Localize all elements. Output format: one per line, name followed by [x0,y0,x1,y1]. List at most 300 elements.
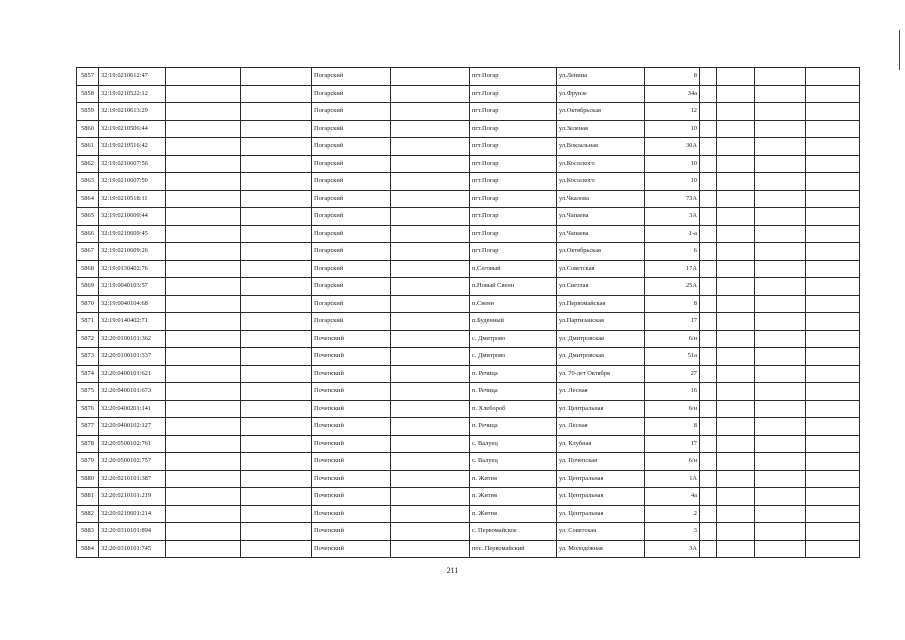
empty-cell [755,348,806,366]
empty-cell [700,505,717,523]
table-row [77,400,860,418]
empty-cell [717,173,755,191]
cadastral-number-cell: 32:19:0210613:29 [99,103,166,121]
district-cell: Погарский [312,208,391,226]
house-number-cell: 8 [645,295,700,313]
house-number-cell: 10 [645,173,700,191]
table-row [77,365,860,383]
empty-cell [241,348,312,366]
district-cell: Погарский [312,190,391,208]
house-number-cell: 8 [645,418,700,436]
row-number-cell: 5867 [77,243,99,261]
empty-cell [391,470,470,488]
house-number-cell: 6/н [645,330,700,348]
table-row [77,470,860,488]
empty-cell [391,383,470,401]
street-cell: ул.Фрунзе [557,85,645,103]
street-cell: ул. Центральная [557,400,645,418]
street-cell: ул.Косоского [557,155,645,173]
empty-cell [755,365,806,383]
locality-cell: пгт.Погар [470,155,557,173]
empty-cell [241,435,312,453]
empty-cell [166,488,241,506]
table-row [77,295,860,313]
empty-cell [806,173,860,191]
empty-cell [391,453,470,471]
cadastral-number-cell: 32:19:0210506:44 [99,120,166,138]
empty-cell [717,348,755,366]
street-cell: ул.Чапаева [557,225,645,243]
empty-cell [755,120,806,138]
row-number-cell: 5866 [77,225,99,243]
cadastral-number-cell: 32:20:0400102:127 [99,418,166,436]
row-number-cell: 5883 [77,523,99,541]
empty-cell [166,295,241,313]
table-row [77,523,860,541]
empty-cell [166,313,241,331]
empty-cell [166,278,241,296]
house-number-cell: 4а [645,488,700,506]
empty-cell [166,208,241,226]
empty-cell [806,365,860,383]
empty-cell [391,400,470,418]
cadastral-number-cell: 32:19:0140402:71 [99,313,166,331]
empty-cell [755,488,806,506]
empty-cell [241,470,312,488]
district-cell: Погарский [312,173,391,191]
row-number-cell: 5862 [77,155,99,173]
empty-cell [755,243,806,261]
empty-cell [241,418,312,436]
house-number-cell: 1А [645,470,700,488]
empty-cell [700,278,717,296]
scan-edge-mark [899,30,900,70]
empty-cell [755,505,806,523]
empty-cell [717,190,755,208]
empty-cell [717,383,755,401]
street-cell: ул.Вокзальная [557,138,645,156]
empty-cell [391,488,470,506]
empty-cell [700,68,717,86]
empty-cell [391,225,470,243]
cadastral-number-cell: 32:20:0310101:894 [99,523,166,541]
empty-cell [166,365,241,383]
locality-cell: пос. Первомайский [470,540,557,558]
empty-cell [700,225,717,243]
row-number-cell: 5860 [77,120,99,138]
empty-cell [700,470,717,488]
district-cell: Погарский [312,313,391,331]
empty-cell [717,365,755,383]
locality-cell: п. Речица [470,418,557,436]
locality-cell: с. Валуец [470,435,557,453]
table-row [77,348,860,366]
row-number-cell: 5863 [77,173,99,191]
empty-cell [166,68,241,86]
locality-cell: пгт.Погар [470,225,557,243]
cadastral-number-cell: 32:20:0400101:621 [99,365,166,383]
locality-cell: п.Свенн [470,295,557,313]
district-cell: Погарский [312,225,391,243]
locality-cell: с. Валуец [470,453,557,471]
empty-cell [241,120,312,138]
locality-cell: пгт.Погар [470,103,557,121]
street-cell: ул. Лесная [557,418,645,436]
empty-cell [241,295,312,313]
register-table [76,67,860,558]
empty-cell [806,418,860,436]
empty-cell [700,155,717,173]
street-cell: ул. 70-лет Октября [557,365,645,383]
empty-cell [391,365,470,383]
empty-cell [755,190,806,208]
empty-cell [700,208,717,226]
district-cell: Почепский [312,348,391,366]
row-number-cell: 5869 [77,278,99,296]
house-number-cell: 27 [645,365,700,383]
house-number-cell: 30А [645,138,700,156]
row-number-cell: 5878 [77,435,99,453]
empty-cell [755,523,806,541]
locality-cell: пгт.Погар [470,173,557,191]
empty-cell [391,435,470,453]
empty-cell [166,418,241,436]
empty-cell [391,155,470,173]
empty-cell [241,488,312,506]
empty-cell [755,225,806,243]
empty-cell [700,295,717,313]
street-cell: ул. Советская [557,523,645,541]
street-cell: ул.Светлая [557,278,645,296]
empty-cell [717,540,755,558]
cadastral-number-cell: 32:19:0210612:47 [99,68,166,86]
empty-cell [806,295,860,313]
street-cell: ул. Центральная [557,470,645,488]
empty-cell [166,225,241,243]
row-number-cell: 5870 [77,295,99,313]
empty-cell [241,190,312,208]
empty-cell [717,85,755,103]
cadastral-number-cell: 32:19:0210607:56 [99,155,166,173]
empty-cell [391,138,470,156]
empty-cell [806,435,860,453]
empty-cell [391,190,470,208]
district-cell: Погарский [312,85,391,103]
house-number-cell: 8 [645,68,700,86]
cadastral-number-cell: 32:19:0210609:26 [99,243,166,261]
house-number-cell: 3А [645,208,700,226]
row-number-cell: 5873 [77,348,99,366]
locality-cell: п. Речица [470,383,557,401]
table-row [77,260,860,278]
empty-cell [700,243,717,261]
empty-cell [241,505,312,523]
street-cell: ул.Чапаева [557,208,645,226]
empty-cell [700,523,717,541]
empty-cell [700,313,717,331]
row-number-cell: 5877 [77,418,99,436]
house-number-cell: 6/н [645,400,700,418]
table-row [77,453,860,471]
page-number: 211 [446,566,459,575]
empty-cell [717,295,755,313]
empty-cell [755,400,806,418]
empty-cell [391,313,470,331]
empty-cell [755,103,806,121]
empty-cell [700,540,717,558]
street-cell: ул.Зеленая [557,120,645,138]
table-row [77,505,860,523]
empty-cell [241,138,312,156]
empty-cell [391,260,470,278]
empty-cell [166,435,241,453]
row-number-cell: 5874 [77,365,99,383]
empty-cell [391,418,470,436]
empty-cell [755,173,806,191]
empty-cell [391,295,470,313]
table-row [77,313,860,331]
empty-cell [755,138,806,156]
empty-cell [166,260,241,278]
empty-cell [717,523,755,541]
empty-cell [241,155,312,173]
house-number-cell: 2 [645,505,700,523]
empty-cell [700,330,717,348]
table-row [77,208,860,226]
empty-cell [755,540,806,558]
locality-cell: п. Житня [470,470,557,488]
empty-cell [391,348,470,366]
empty-cell [166,540,241,558]
house-number-cell: 12 [645,103,700,121]
table-row [77,85,860,103]
empty-cell [241,243,312,261]
street-cell: ул. Дмитровская [557,348,645,366]
empty-cell [717,505,755,523]
district-cell: Погарский [312,260,391,278]
cadastral-number-cell: 32:20:0100101:337 [99,348,166,366]
table-row [77,173,860,191]
row-number-cell: 5880 [77,470,99,488]
empty-cell [755,295,806,313]
empty-cell [391,243,470,261]
district-cell: Почепский [312,453,391,471]
district-cell: Погарский [312,243,391,261]
house-number-cell: 3А [645,540,700,558]
district-cell: Почепский [312,540,391,558]
empty-cell [241,540,312,558]
table-row [77,225,860,243]
street-cell: ул.Первомайская [557,295,645,313]
cadastral-number-cell: 32:19:0130402:76 [99,260,166,278]
locality-cell: п.Новый Свенн [470,278,557,296]
locality-cell: п. Хлеборοб [470,400,557,418]
row-number-cell: 5882 [77,505,99,523]
row-number-cell: 5861 [77,138,99,156]
district-cell: Погарский [312,103,391,121]
table-row [77,540,860,558]
cadastral-number-cell: 32:20:0310101:745 [99,540,166,558]
street-cell: ул.Ленина [557,68,645,86]
house-number-cell: 10 [645,120,700,138]
empty-cell [806,225,860,243]
empty-cell [700,173,717,191]
empty-cell [391,68,470,86]
empty-cell [806,85,860,103]
row-number-cell: 5876 [77,400,99,418]
empty-cell [717,155,755,173]
locality-cell: пгт.Погар [470,243,557,261]
empty-cell [241,85,312,103]
locality-cell: пгт.Погар [470,208,557,226]
empty-cell [166,120,241,138]
empty-cell [717,243,755,261]
table-row [77,278,860,296]
empty-cell [806,120,860,138]
empty-cell [806,155,860,173]
table-row [77,243,860,261]
empty-cell [806,470,860,488]
district-cell: Почепский [312,383,391,401]
street-cell: ул. Лесная [557,383,645,401]
house-number-cell: 1-а [645,225,700,243]
empty-cell [806,453,860,471]
empty-cell [755,470,806,488]
table-row [77,435,860,453]
house-number-cell: 10 [645,155,700,173]
empty-cell [166,190,241,208]
empty-cell [166,348,241,366]
locality-cell: пгт.Погар [470,68,557,86]
cadastral-number-cell: 32:20:0500102:757 [99,453,166,471]
table-row [77,488,860,506]
table-row [77,383,860,401]
row-number-cell: 5859 [77,103,99,121]
cadastral-number-cell: 32:20:0100101:362 [99,330,166,348]
empty-cell [755,85,806,103]
cadastral-number-cell: 32:20:0210101:219 [99,488,166,506]
empty-cell [700,400,717,418]
cadastral-number-cell: 32:20:0400201:141 [99,400,166,418]
empty-cell [241,103,312,121]
district-cell: Почепский [312,488,391,506]
empty-cell [717,208,755,226]
district-cell: Почепский [312,505,391,523]
empty-cell [166,470,241,488]
empty-cell [241,68,312,86]
empty-cell [806,138,860,156]
table-row [77,330,860,348]
district-cell: Погарский [312,138,391,156]
street-cell: ул.Октябрьская [557,103,645,121]
empty-cell [700,348,717,366]
empty-cell [241,225,312,243]
empty-cell [806,523,860,541]
empty-cell [700,120,717,138]
empty-cell [166,505,241,523]
empty-cell [717,313,755,331]
street-cell: ул.Чкалова [557,190,645,208]
empty-cell [717,418,755,436]
empty-cell [806,190,860,208]
street-cell: ул.Косоского [557,173,645,191]
street-cell: ул.Партизанская [557,313,645,331]
empty-cell [806,208,860,226]
row-number-cell: 5864 [77,190,99,208]
locality-cell: п. Житня [470,505,557,523]
house-number-cell: 17 [645,435,700,453]
empty-cell [806,243,860,261]
empty-cell [717,68,755,86]
empty-cell [391,103,470,121]
empty-cell [717,435,755,453]
cadastral-number-cell: 32:19:0040104:68 [99,295,166,313]
empty-cell [717,225,755,243]
street-cell: ул. Дмитровская [557,330,645,348]
empty-cell [241,330,312,348]
empty-cell [755,453,806,471]
empty-cell [166,383,241,401]
street-cell: ул. Молодежная [557,540,645,558]
locality-cell: с. Дмитрово [470,330,557,348]
table-row [77,138,860,156]
empty-cell [166,243,241,261]
house-number-cell: 25А [645,278,700,296]
empty-cell [391,85,470,103]
empty-cell [700,260,717,278]
house-number-cell: 73А [645,190,700,208]
empty-cell [806,540,860,558]
cadastral-number-cell: 32:19:0210609:45 [99,225,166,243]
empty-cell [700,435,717,453]
empty-cell [391,208,470,226]
empty-cell [806,348,860,366]
row-number-cell: 5871 [77,313,99,331]
table-row [77,418,860,436]
district-cell: Почепский [312,365,391,383]
empty-cell [166,155,241,173]
district-cell: Почепский [312,400,391,418]
district-cell: Почепский [312,470,391,488]
empty-cell [391,523,470,541]
empty-cell [700,418,717,436]
street-cell: ул.Октябрьская [557,243,645,261]
cadastral-number-cell: 32:19:0210516:42 [99,138,166,156]
empty-cell [166,85,241,103]
table-row [77,120,860,138]
empty-cell [391,505,470,523]
empty-cell [241,208,312,226]
row-number-cell: 5875 [77,383,99,401]
row-number-cell: 5881 [77,488,99,506]
empty-cell [700,190,717,208]
empty-cell [717,120,755,138]
empty-cell [241,313,312,331]
empty-cell [755,208,806,226]
empty-cell [241,278,312,296]
empty-cell [806,260,860,278]
empty-cell [717,260,755,278]
row-number-cell: 5865 [77,208,99,226]
empty-cell [806,278,860,296]
row-number-cell: 5857 [77,68,99,86]
table-row [77,190,860,208]
empty-cell [391,120,470,138]
empty-cell [755,418,806,436]
house-number-cell: 17А [645,260,700,278]
empty-cell [166,173,241,191]
locality-cell: пгт.Погар [470,85,557,103]
